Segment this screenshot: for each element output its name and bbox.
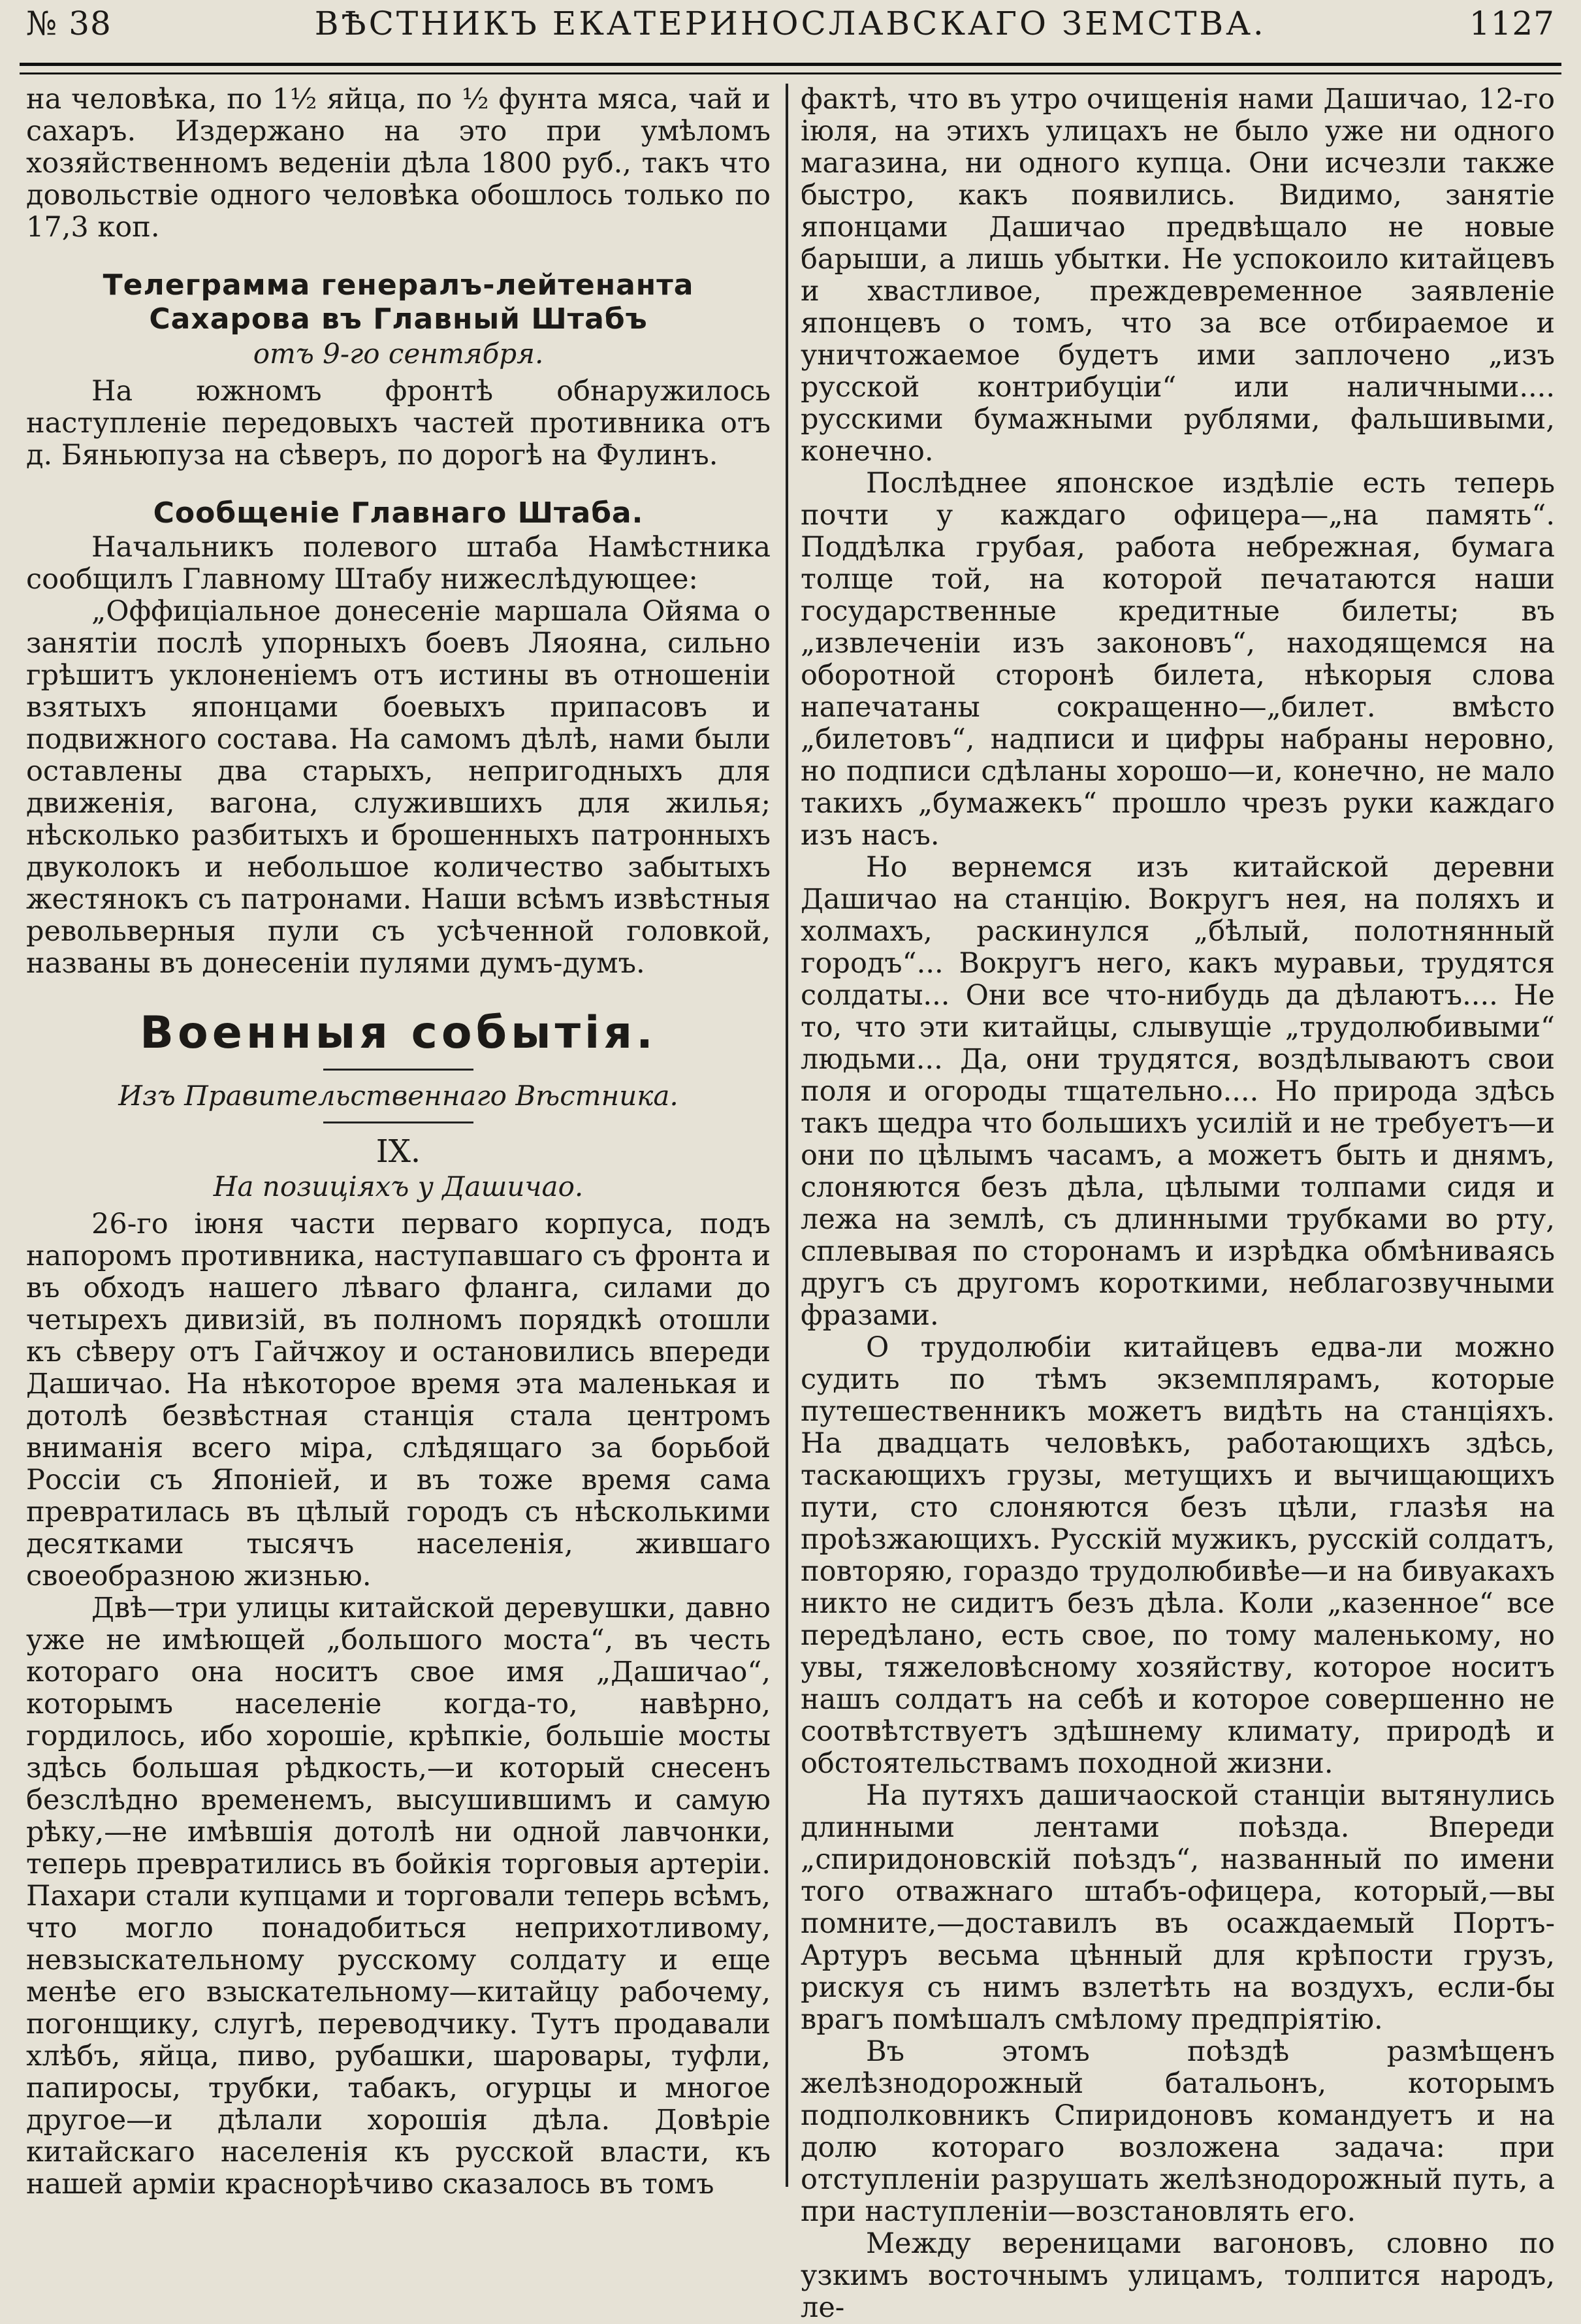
- intro-paragraph: на человѣка, по 1½ яйца, по ½ фунта мяса, чай и сахаръ. Издержано на это при умѣломъ хозяйственномъ веденіи дѣла 1800 руб., такъ что довольствіе одного человѣка обошлось только по 17,3 коп.: [26, 83, 771, 244]
- publication-title: ВѢСТНИКЪ ЕКАТЕРИНОСЛАВСКАГО ЗЕМСТВА.: [314, 5, 1266, 42]
- article-paragraph: фактѣ, что въ утро очищенія нами Дашичао, 12-го іюля, на этихъ улицахъ не было уже ни одного магазина, ни одного купца. Они исчезли также быстро, какъ появились. Видимо, занятіе японцами Дашичао предвѣщало не новые барыши, а лишь убытки. Не успокоило китайцевъ и хвастливое, преждевременное заявленіе японцевъ о томъ, что за все отбираемое и уничтожаемое будетъ ими заплочено „изъ русской контрибуціи“ или наличными.... русскими бумажными рублями, фальшивыми, конечно.: [801, 83, 1555, 468]
- page-number: 1127: [1469, 5, 1555, 42]
- telegram-text: На южномъ фронтѣ обнаружилось наступленіе передовыхъ частей противника отъ д. Бяньюпуза на сѣверъ, по дорогѣ на Фулинъ.: [26, 375, 771, 472]
- chapter-paragraph: Двѣ—три улицы китайской деревушки, давно уже не имѣющей „большого моста“, въ честь котораго она носитъ свое имя „Дашичао“, которымъ населеніе когда-то, навѣрно, гордилось, ибо хорошіе, крѣпкіе, большіе мосты здѣсь большая рѣдкость,—и который снесенъ безслѣдно временемъ, высушившимъ и самую рѣку,—не имѣвшія дотолѣ ни одной лавчонки, теперь превратились въ бойкія торговыя артеріи. Пахари стали купцами и торговали теперь всѣмъ, что могло понадобиться неприхотливому, невзыскательному русскому солдату и еще менѣе его взыскательному—китайцу рабочему, погонщику, слугѣ, переводчику. Тутъ продавали хлѣбъ, яйца, пиво, рубашки, шаровары, туфли, папиросы, трубки, табакъ, огурцы и многое другое—и дѣлали хорошія дѣла. Довѣріе китайскаго населенія къ русской власти, къ нашей арміи краснорѣчиво сказалось въ томъ: [26, 1592, 771, 2201]
- article-paragraph: О трудолюбіи китайцевъ едва-ли можно судить по тѣмъ экземплярамъ, которые путешественникъ можетъ видѣть на станціяхъ. На двадцать человѣкъ, работающихъ здѣсь, таскающихъ грузы, метущихъ и вычищающихъ пути, сто слоняются безъ цѣли, глазѣя на проѣзжающихъ. Русскій мужикъ, русскій солдатъ, повторяю, гораздо трудолюбивѣе—и на бивуакахъ никто не сидитъ безъ дѣла. Коли „казенное“ все передѣлано, есть свое, по тому маленькому, но увы, тяжеловѣсному хозяйству, которое носитъ нашъ солдатъ на себѣ и которое совершенно не соотвѣтствуетъ здѣшнему климату, природѣ и обстоятельствамъ походной жизни.: [801, 1331, 1555, 1780]
- telegram-heading: Телеграмма генералъ-лейтенанта Сахарова въ Главный Штабъ: [103, 268, 694, 336]
- article-paragraph: Послѣднее японское издѣліе есть теперь почти у каждаго офицера—„на память“. Поддѣлка грубая, работа небрежная, бумага толще той, на которой печатаются наши государственные кредитные билеты; въ „извлеченіи изъ законовъ“, находящемся на оборотной сторонѣ билета, нѣкорыя слова напечатаны сокращенно—„билет. вмѣсто „билетовъ“, надписи и цифры набраны неровно, но подписи сдѣланы хорошо—и, конечно, не мало такихъ „бумажекъ“ прошло чрезъ руки каждаго изъ насъ.: [801, 467, 1555, 852]
- section-title: Военныя событія.: [140, 1007, 657, 1059]
- chapter-title: На позиціяхъ у Дашичао.: [213, 1170, 584, 1202]
- article-paragraph: Но вернемся изъ китайской деревни Дашичао на станцію. Вокругъ нея, на поляхъ и холмахъ, раскинулся „бѣлый, полотнянный городъ“... Вокругъ него, какъ муравьи, трудятся солдаты... Они все что-нибудь да дѣлаютъ.... Не то, что эти китайцы, слывущіе „трудолюбивыми“ людьми... Да, они трудятся, воздѣлываютъ свои поля и огороды тщательно.... Но природа здѣсь такъ щедра что большихъ усилій и не требуетъ—и они по цѣлымъ часамъ, а можетъ быть и днямъ, слоняются безъ дѣла, цѣлыми толпами сидя и лежа на землѣ, съ длинными трубками во рту, сплевывая по сторонамъ и изрѣдка обмѣниваясь другъ съ другомъ короткими, неблагозвучными фразами.: [801, 851, 1555, 1332]
- header-rule: [20, 63, 1561, 74]
- chapter-number: IX.: [375, 1133, 421, 1170]
- article-paragraph: Между вереницами вагоновъ, словно по узкимъ восточнымъ улицамъ, толпится народъ, ле-: [801, 2227, 1555, 2324]
- issue-number: № 38: [26, 5, 112, 42]
- divider-rule: [323, 1122, 473, 1123]
- report-paragraph: Начальникъ полевого штаба Намѣстника сообщилъ Главному Штабу нижеслѣдующее:: [26, 531, 771, 596]
- report-paragraph: „Оффиціальное донесеніе маршала Ойяма о занятіи послѣ упорныхъ боевъ Ляояна, сильно грѣшитъ уклоненіемъ отъ истины въ отношеніи взятыхъ японцами боевыхъ припасовъ и подвижного состава. На самомъ дѣлѣ, нами были оставлены два старыхъ, непригодныхъ для движенія, вагона, служившихъ для жилья; нѣсколько разбитыхъ и брошенныхъ патронныхъ двуколокъ и небольшое количество забытыхъ жестянокъ съ патронами. Наши всѣмъ извѣстныя револьверныя пули съ усѣченной головкой, названы въ донесеніи пулями думъ-думъ.: [26, 595, 771, 980]
- column-divider: [786, 84, 788, 2187]
- chapter-paragraph: 26-го іюня части перваго корпуса, подъ напоромъ противника, наступавшаго съ фронта и въ обходъ нашего лѣваго фланга, силами до четырехъ дивизій, въ полномъ порядкѣ отошли къ сѣверу отъ Гайчжоу и остановились впереди Дашичао. На нѣкоторое время эта маленькая и дотолѣ безвѣстная станція стала центромъ вниманія всего міра, слѣдящаго за борьбой Россіи съ Японіей, и въ тоже время сама превратилась въ цѣлый городъ съ нѣсколькими десятками тысячъ населенія, жившаго своеобразною жизнью.: [26, 1208, 771, 1592]
- report-heading: Сообщеніе Главнаго Штаба.: [153, 496, 644, 530]
- telegram-date: отъ 9-го сентября.: [253, 338, 544, 370]
- section-source: Изъ Правительственнаго Вѣстника.: [118, 1080, 679, 1112]
- divider-rule: [323, 1069, 473, 1071]
- page-header: [26, 0, 1555, 47]
- left-column: [26, 83, 771, 2201]
- right-column: [801, 83, 1555, 2324]
- article-paragraph: На путяхъ дашичаоской станціи вытянулись длинными лентами поѣзда. Впереди „спиридоновскій поѣздъ“, названный по имени того отважнаго штабъ-офицера, который,—вы помните,—доставилъ въ осаждаемый Портъ-Артуръ весьма цѣнный для крѣпости грузъ, рискуя съ нимъ взлетѣть на воздухъ, если-бы врагъ помѣшалъ смѣлому предпріятію.: [801, 1779, 1555, 2036]
- article-paragraph: Въ этомъ поѣздѣ размѣщенъ желѣзнодорожный батальонъ, которымъ подполковникъ Спиридоновъ командуетъ и на долю котораго возложена задача: при отступленіи разрушать желѣзнодорожный путь, а при наступленіи—возстановлять его.: [801, 2035, 1555, 2228]
